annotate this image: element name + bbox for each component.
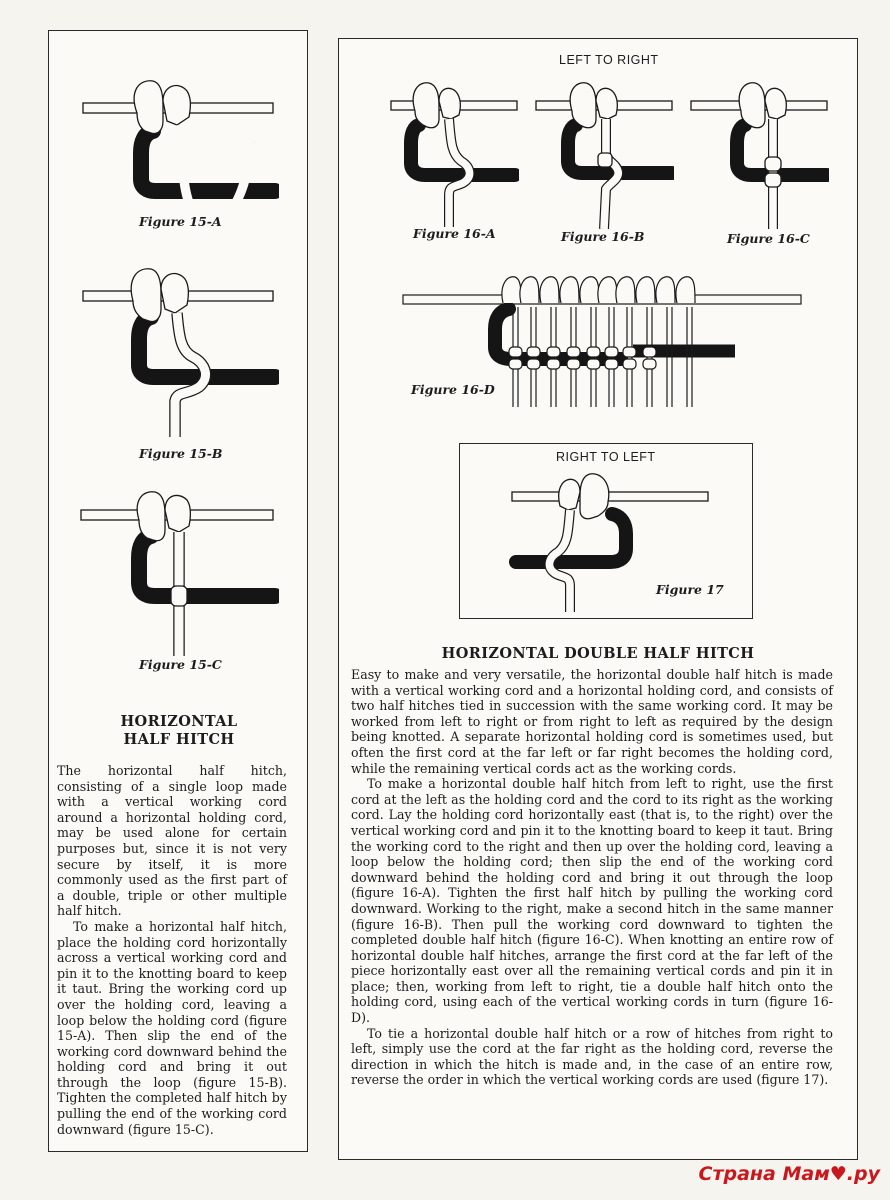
figure-15a-caption: Figure 15-A: [139, 214, 222, 229]
watermark-suffix: .ру: [846, 1163, 880, 1185]
hitch-loop: [676, 277, 695, 303]
figure-15b-illustration: [79, 261, 279, 441]
paragraph: To tie a horizontal double half hitch or a row of hitches from right to left, simply use the cord at the far right as the holding cord, reverse the direction in which the hitch is made and, in the case of an entire row, reverse the order in which the vertical working cords are used (figure 17).: [351, 1025, 833, 1088]
hitch-loop: [616, 277, 635, 303]
hitch-knot: [509, 359, 522, 369]
left-to-right-heading: LEFT TO RIGHT: [559, 53, 659, 67]
right-to-left-heading: RIGHT TO LEFT: [556, 450, 656, 464]
heart-icon: ♥: [829, 1163, 847, 1185]
hitch-loop: [656, 277, 675, 303]
hitch-knot: [643, 347, 656, 357]
right-to-left-box: [459, 443, 753, 619]
hitch-knot: [587, 359, 600, 369]
site-watermark-logo: [699, 1163, 880, 1185]
title-line-1: HORIZONTAL: [120, 713, 238, 730]
paragraph: Easy to make and very versatile, the horizontal double half hitch is made with a vertical working cord and a horizontal holding cord, and consists of two half hitches tied in succession with the same working cord. It may be worked from left to right or from right to left as required by the design being knotted. A separate horizontal holding cord is sometimes used, but often the first cord at the far left or far right becomes the holding cord, while the remaining vertical cords act as the working cords.: [351, 667, 833, 776]
hitch-knot: [567, 347, 580, 357]
figure-15c-caption: Figure 15-C: [139, 657, 222, 672]
title-line-2: HALF HITCH: [123, 731, 235, 748]
hitch-knot: [623, 347, 636, 357]
figure-17-caption: Figure 17: [656, 582, 724, 597]
figure-15b-caption: Figure 15-B: [139, 446, 223, 461]
hitch-loop: [598, 277, 617, 303]
hitch-knot: [547, 347, 560, 357]
horizontal-half-hitch-title: [79, 713, 279, 749]
figure-15c-illustration: [79, 486, 279, 661]
left-body-text: [57, 763, 287, 1137]
figure-16c-caption: Figure 16-C: [727, 231, 810, 246]
hitch-loop: [520, 277, 539, 303]
hitch-loop: [540, 277, 559, 303]
figure-16b-caption: Figure 16-B: [561, 229, 645, 244]
hitch-knot: [643, 359, 656, 369]
horizontal-double-half-hitch-title: HORIZONTAL DOUBLE HALF HITCH: [441, 645, 755, 662]
figure-16c-illustration: [689, 79, 829, 229]
hitch-knot: [605, 347, 618, 357]
figure-16a-caption: Figure 16-A: [413, 226, 496, 241]
hitch-knot: [527, 347, 540, 357]
figure-16b-illustration: [534, 79, 674, 229]
hitch-loop: [580, 277, 599, 303]
hitch-loop: [560, 277, 579, 303]
hitch-loop: [636, 277, 655, 303]
right-body-text: [351, 667, 833, 1088]
figure-16a-illustration: [389, 79, 519, 229]
hitch-knot: [605, 359, 618, 369]
watermark-text: Страна Мам: [698, 1163, 830, 1185]
hitch-knot: [547, 359, 560, 369]
hitch-knot: [527, 359, 540, 369]
hitch-knot: [567, 359, 580, 369]
paragraph: To make a horizontal double half hitch from left to right, use the first cord at the left as the holding cord and the cord to its right as the working cord. Lay the holding cord horizontally east (that is, to the right) over the vertical working cord and pin it to the knotting board to keep it taut. Bring the working cord to the right and then up over the holding cord, leaving a loop below the holding cord; then slip the end of the working cord downward behind the holding cord and bring it out through the loop (figure 16-A). Tighten the first half hitch by pulling the working cord downward. Working to the right, make a second hitch in the same manner (figure 16-B). Then pull the working cord downward to tighten the completed double half hitch (figure 16-C). When knotting an entire row of horizontal double half hitches, arrange the first cord at the far left of the piece horizontally east over all the remaining vertical cords and pin it in place; then, working from left to right, tie a double half hitch onto the holding cord, using each of the vertical working cords in turn (figure 16-D).: [351, 776, 833, 1026]
paragraph: The horizontal half hitch, consisting of a single loop made with a vertical working cord around a horizontal holding cord, may be used alone for certain purposes but, since it is not very secure by itself, it is more commonly used as the first part of a double, triple or other multiple half hitch.: [57, 763, 287, 919]
hitch-knot: [623, 359, 636, 369]
left-column-panel: [48, 30, 308, 1152]
hitch-loop: [502, 277, 521, 303]
hitch-knot: [509, 347, 522, 357]
figure-16d-caption: Figure 16-D: [411, 382, 495, 397]
hitch-knot: [587, 347, 600, 357]
right-column-panel: [338, 38, 858, 1160]
paragraph: To make a horizontal half hitch, place the holding cord horizontally across a vertical working cord and pin it to the knotting board to keep it taut. Bring the working cord up over the holding cord, leaving a loop below the holding cord (figure 15-A). Then slip the end of the working cord downward behind the holding cord and bring it out through the loop (figure 15-B). Tighten the completed half hitch by pulling the end of the working cord downward (figure 15-C).: [57, 918, 287, 1137]
